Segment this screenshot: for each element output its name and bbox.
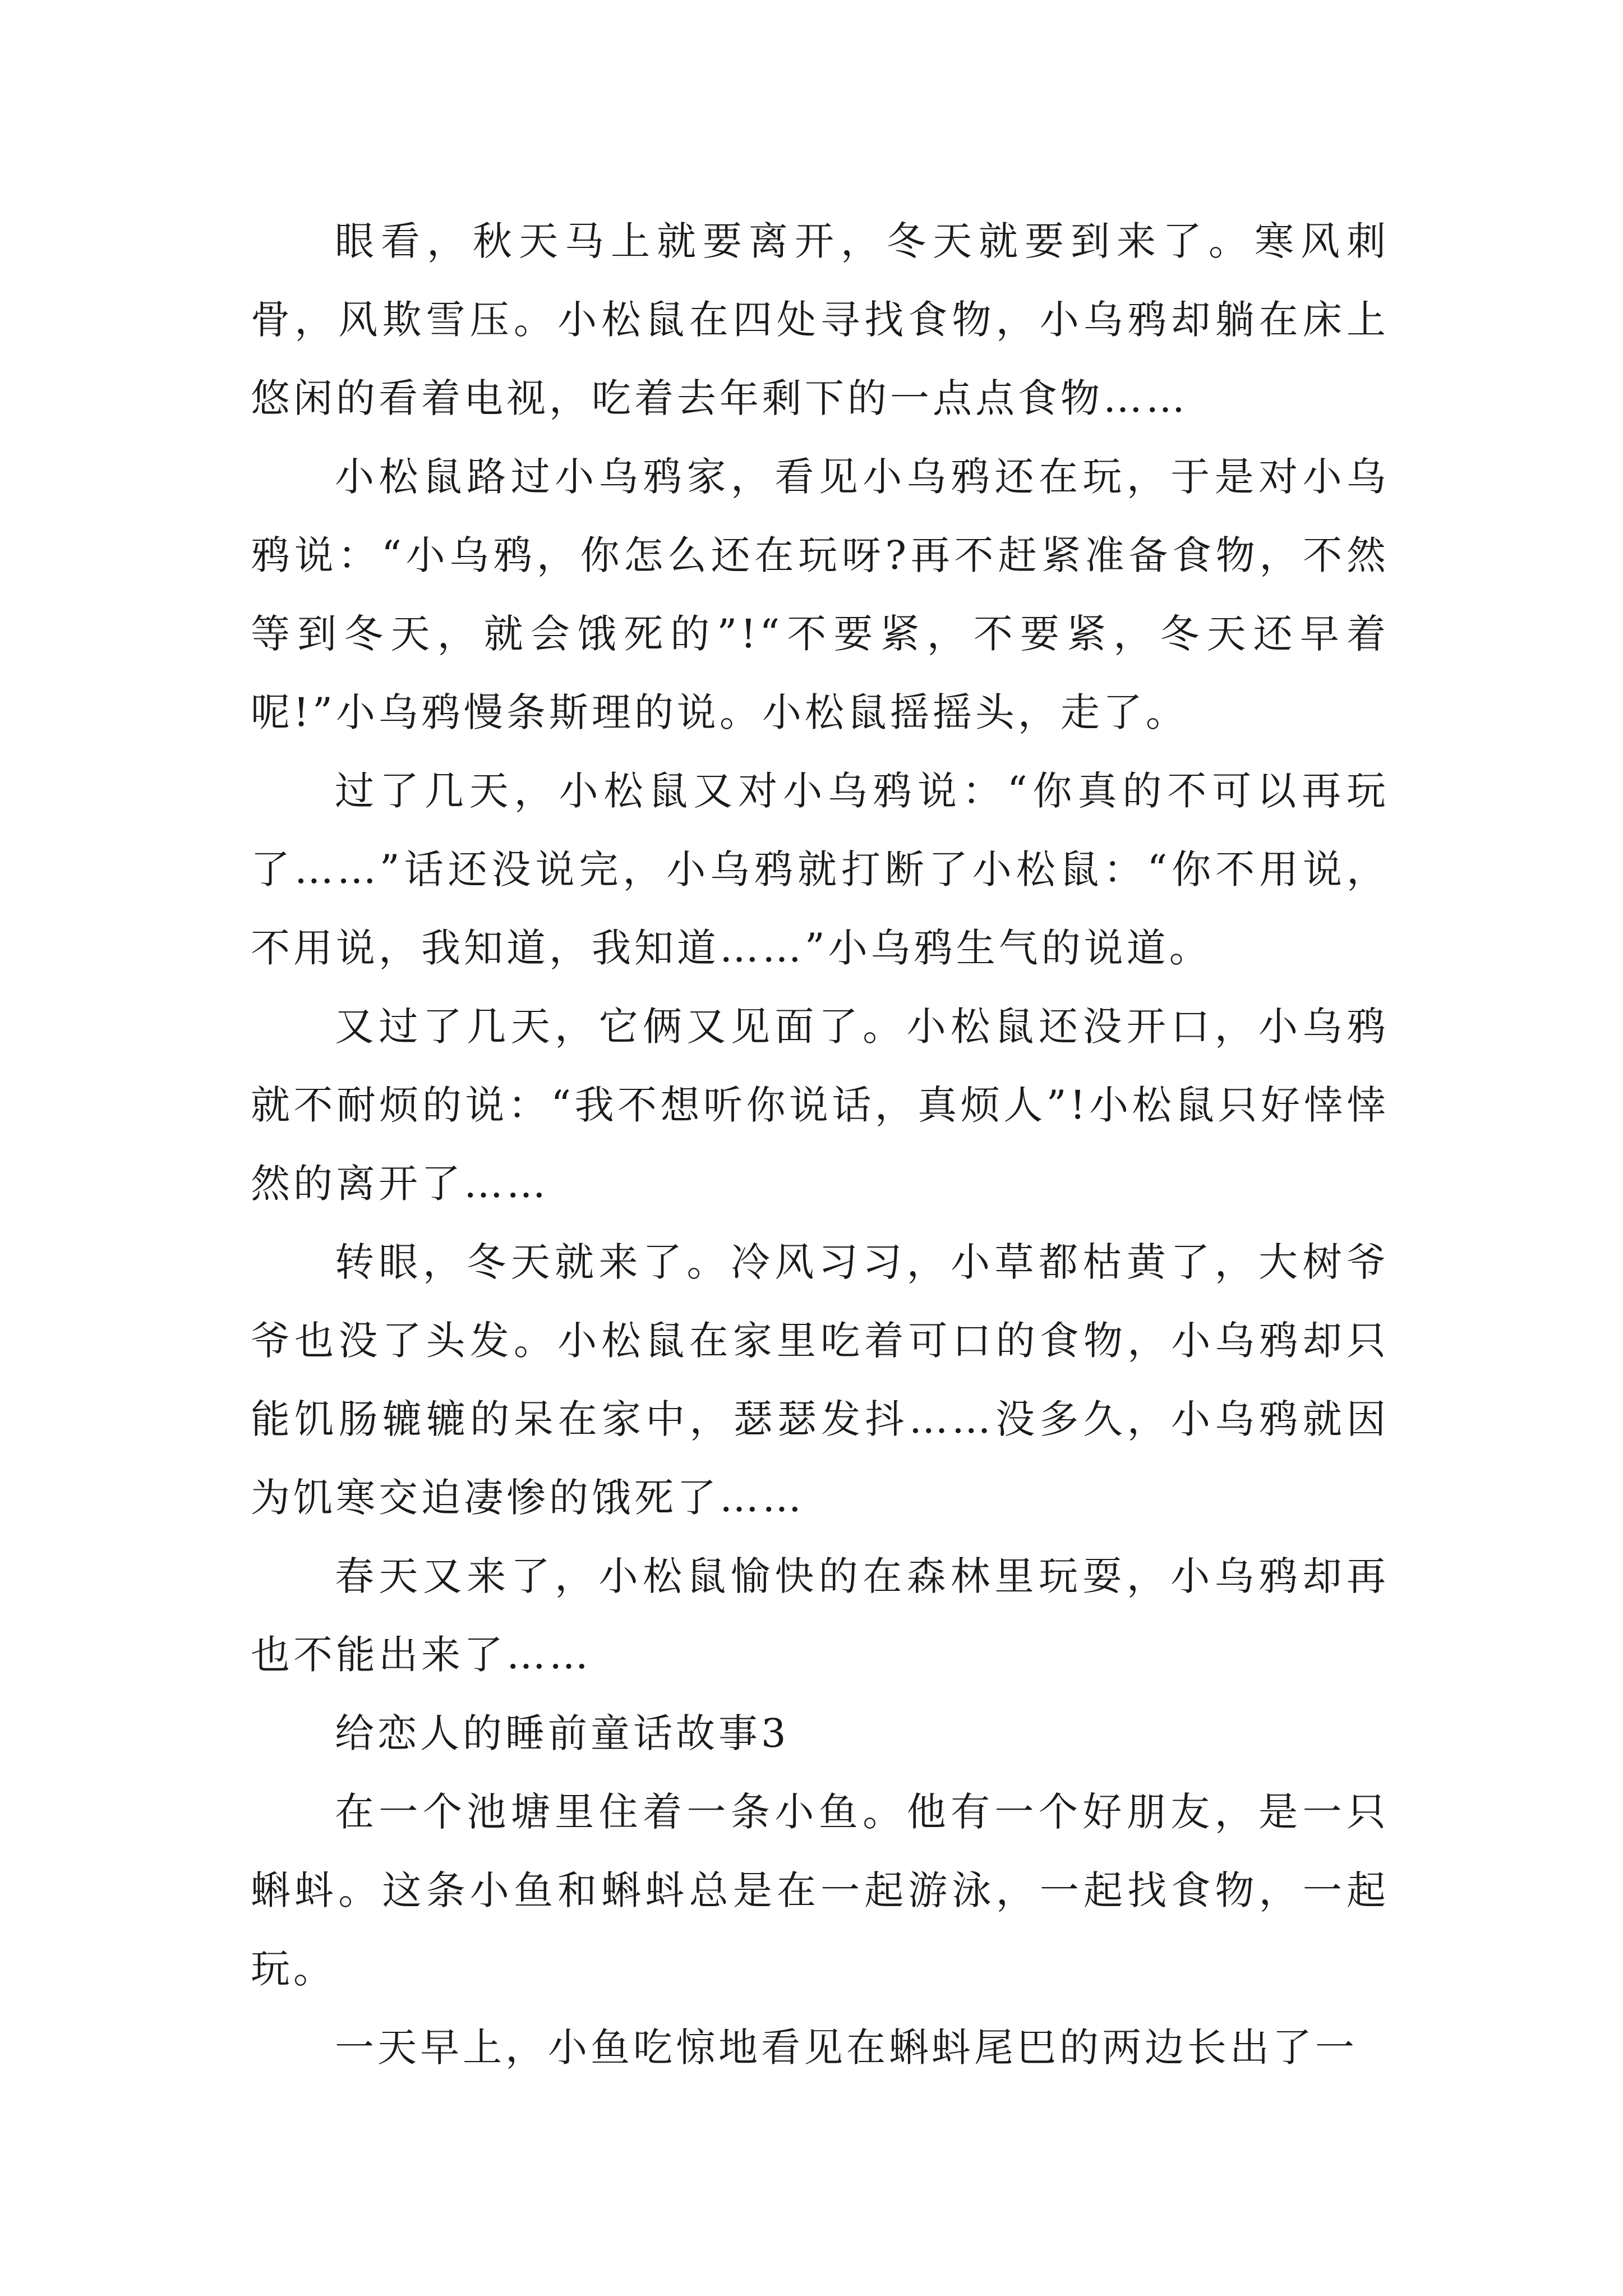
paragraph: 小松鼠路过小乌鸦家，看见小乌鸦还在玩，于是对小乌鸦说：“小乌鸦，你怎么还在玩呀?再不赶紧准备食物，不然等到冬天，就会饿死的”!“不要紧，不要紧，冬天还早着呢!”小乌鸦慢条斯理的说。小松鼠摇摇头，走了。 bbox=[251, 454, 1389, 735]
paragraph: 一天早上，小鱼吃惊地看见在蝌蚪尾巴的两边长出了一 bbox=[335, 2024, 1358, 2070]
section-heading: 给恋人的睡前童话故事3 bbox=[335, 1710, 790, 1756]
paragraph: 眼看，秋天马上就要离开，冬天就要到来了。寒风刺骨，风欺雪压。小松鼠在四处寻找食物，小乌鸦却躺在床上悠闲的看着电视，吃着去年剩下的一点点食物…… bbox=[251, 218, 1389, 421]
paragraph: 在一个池塘里住着一条小鱼。他有一个好朋友，是一只蝌蚪。这条小鱼和蝌蚪总是在一起游泳，一起找食物，一起玩。 bbox=[251, 1789, 1389, 1992]
paragraph: 转眼，冬天就来了。冷风习习，小草都枯黄了，大树爷爷也没了头发。小松鼠在家里吃着可口的食物，小乌鸦却只能饥肠辘辘的呆在家中，瑟瑟发抖……没多久，小乌鸦就因为饥寒交迫凄惨的饿死了…… bbox=[251, 1239, 1389, 1521]
document-body bbox=[251, 202, 1389, 2087]
paragraph: 又过了几天，它俩又见面了。小松鼠还没开口，小乌鸦就不耐烦的说：“我不想听你说话，真烦人”!小松鼠只好悻悻然的离开了…… bbox=[251, 1004, 1389, 1207]
paragraph: 春天又来了，小松鼠愉快的在森林里玩耍，小乌鸦却再也不能出来了…… bbox=[251, 1553, 1389, 1678]
paragraph: 过了几天，小松鼠又对小乌鸦说：“你真的不可以再玩了……”话还没说完，小乌鸦就打断了小松鼠：“你不用说，不用说，我知道，我知道……”小乌鸦生气的说道。 bbox=[251, 768, 1389, 971]
